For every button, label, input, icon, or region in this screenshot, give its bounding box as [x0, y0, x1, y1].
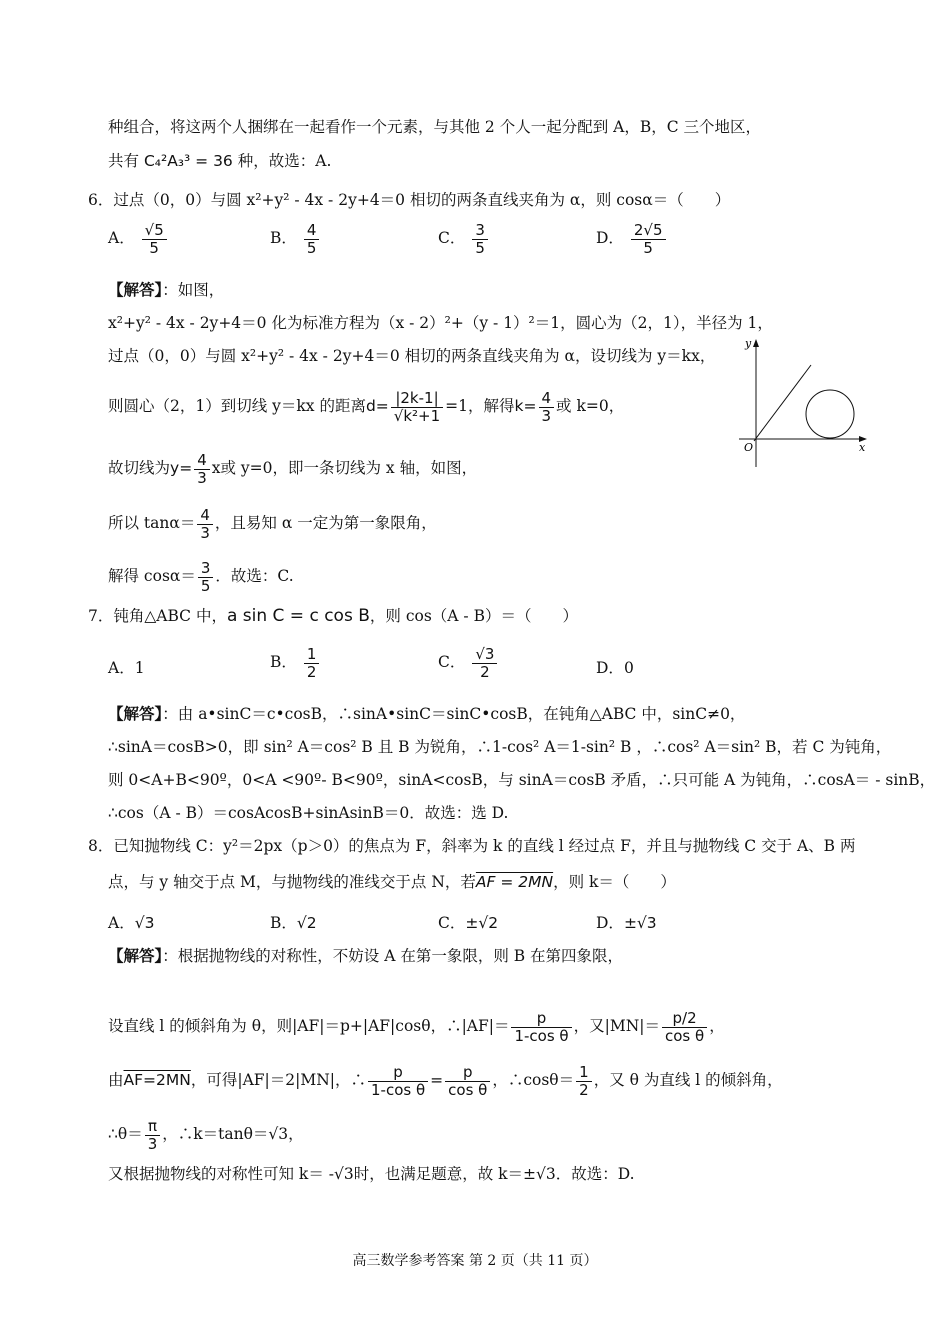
text-segment: 种，故选：A.	[237, 152, 332, 170]
denominator: 5	[643, 238, 653, 257]
denominator: 5	[306, 238, 317, 257]
option-label: D．	[596, 914, 624, 932]
text-segment: 则圆心（2，1）到切线 y＝kx 的距离	[108, 397, 366, 415]
y-axis-arrow	[753, 339, 759, 347]
text-segment: ，则 cos（A - B）＝（ ）	[369, 607, 578, 625]
y-label: y	[745, 337, 752, 350]
text-segment: 故切线为	[108, 459, 171, 477]
option-value: ±√3	[623, 914, 657, 932]
answer-line: 则 0<A+B<90º，0<A <90º- B<90º，sinA<cosB，与 sinA＝cosB 矛盾，∴只可能 A 为钝角，∴cosA＝ - sinB，	[108, 771, 936, 789]
option-b	[270, 646, 321, 680]
numerator: p	[445, 1064, 490, 1082]
x-label: x	[859, 441, 866, 454]
numerator: 3	[198, 560, 214, 578]
numerator: 2√5	[631, 222, 666, 240]
tangent-line	[754, 365, 811, 441]
denominator: 2	[480, 662, 490, 681]
denominator: 5	[475, 238, 485, 257]
denominator: 2	[306, 662, 317, 681]
text-segment: 7．钝角△ABC 中，	[88, 607, 227, 625]
answer-line	[108, 507, 437, 541]
numerator: 4	[194, 452, 210, 470]
combination-formula: C₄²A₃³ = 36	[143, 152, 233, 170]
text-segment: 或 k=0，	[556, 397, 625, 415]
fraction	[145, 1118, 161, 1152]
equation: a sin C = c cos B	[226, 606, 370, 626]
fraction	[511, 1010, 571, 1044]
distance-fraction	[391, 390, 443, 424]
fraction	[304, 646, 320, 680]
vector-equation: AF=2MN	[123, 1071, 191, 1089]
option-label: B．	[270, 653, 297, 671]
denominator: 5	[149, 238, 159, 257]
answer-line	[108, 280, 224, 300]
option-d	[596, 656, 634, 678]
question-6-stem: 6．过点（0，0）与圆 x²+y² - 4x - 2y+4＝0 相切的两条直线夹角为 α，则 cosα＝（ ）	[88, 191, 731, 209]
text-line	[108, 151, 331, 171]
option-label: C．	[438, 914, 466, 932]
fraction	[194, 452, 210, 486]
fraction	[304, 222, 320, 256]
answer-line: x²+y² - 4x - 2y+4＝0 化为标准方程为（x - 2）²+（y - 1）²＝1，圆心为（2，1），半径为 1，	[108, 314, 773, 332]
option-label: D．	[596, 659, 624, 677]
vector-equation: AF = 2MN	[475, 873, 554, 891]
numerator: 1	[304, 646, 320, 664]
answer-line	[108, 452, 477, 486]
question-7-stem	[88, 606, 578, 626]
text-segment: ，又|MN|＝	[573, 1017, 660, 1035]
text-segment: ，则 k＝（ ）	[553, 873, 676, 891]
denominator: 3	[541, 406, 552, 425]
question-8-stem-cont	[108, 872, 676, 892]
text-segment: 解得 cosα＝	[108, 567, 196, 585]
answer-line: ∴sinA＝cosB>0，即 sin² A＝cos² B 且 B 为锐角，∴1-cos² A＝1-sin² B ，∴cos² A＝sin² B，若 C 为钝角，	[108, 738, 892, 756]
denominator: 3	[147, 1134, 158, 1153]
text-line: 种组合，将这两个人捆绑在一起看作一个元素，与其他 2 个人一起分配到 A，B，C 三个地区，	[108, 118, 762, 136]
circle	[806, 390, 854, 438]
text-segment: =1，解得	[445, 397, 515, 415]
fraction	[472, 646, 497, 680]
denominator: 1-cos θ	[371, 1080, 426, 1099]
option-d	[596, 222, 668, 256]
option-label: C．	[438, 653, 466, 671]
numerator: 4	[539, 390, 555, 408]
option-label: A．	[108, 914, 135, 932]
tangent-circle-figure	[735, 335, 870, 470]
denominator: √k²+1	[393, 406, 441, 425]
fraction	[142, 222, 167, 256]
answer-line: ∴cos（A - B）＝cosAcosB+sinAsinB＝0．故选：选 D.	[108, 804, 509, 822]
numerator: 4	[197, 507, 213, 525]
numerator: p	[368, 1064, 428, 1082]
text-segment: ，∴cosθ＝	[492, 1071, 575, 1089]
fraction	[576, 1064, 592, 1098]
fraction	[445, 1064, 490, 1098]
option-value: √3	[134, 914, 155, 932]
denominator: 5	[200, 576, 211, 595]
numerator: 1	[576, 1064, 592, 1082]
answer-line	[108, 1010, 725, 1044]
text-segment: 所以 tanα＝	[108, 514, 196, 532]
numerator: 4	[304, 222, 320, 240]
fraction	[368, 1064, 428, 1098]
fraction	[198, 560, 214, 594]
text-segment: k=	[514, 397, 537, 415]
answer-tag: 【解答】	[108, 704, 163, 723]
fraction	[631, 222, 666, 256]
option-c	[438, 222, 490, 256]
option-label: B．	[270, 229, 297, 247]
numerator: p	[511, 1010, 571, 1028]
text-segment: 由	[108, 1071, 124, 1089]
text-segment: 共有	[108, 152, 140, 170]
option-label: D．	[596, 229, 624, 247]
numerator: p/2	[662, 1010, 707, 1028]
question-8-stem: 8．已知抛物线 C：y²＝2px（p＞0）的焦点为 F，斜率为 k 的直线 l 经过点 F，并且与抛物线 C 交于 A、B 两	[88, 837, 856, 855]
fraction	[662, 1010, 707, 1044]
option-label: A．	[108, 659, 135, 677]
text-segment: ：由 a•sinC＝c•cosB，∴sinA•sinC＝sinC•cosB，在钝角△ABC 中，sinC≠0，	[162, 705, 746, 723]
text-segment: x或 y=0，即一条切线为 x 轴，如图，	[211, 459, 478, 477]
fraction	[197, 507, 213, 541]
text-segment: 点，与 y 轴交于点 M，与抛物线的准线交于点 N，若	[108, 873, 476, 891]
denominator: 2	[579, 1080, 589, 1099]
text-segment: ：根据抛物线的对称性，不妨设 A 在第一象限，则 B 在第四象限，	[162, 947, 624, 965]
page-footer: 高三数学参考答案 第 2 页（共 11 页）	[352, 1253, 598, 1269]
option-a	[108, 911, 154, 933]
numerator: 3	[472, 222, 488, 240]
text-segment: ，∴k＝tanθ＝√3，	[162, 1125, 304, 1143]
text-segment: ．故选：C.	[215, 567, 294, 585]
fraction	[539, 390, 555, 424]
option-b	[270, 911, 317, 933]
option-c	[438, 911, 498, 933]
text-segment: ：如图，	[162, 281, 225, 299]
denominator: cos θ	[448, 1080, 488, 1099]
numerator: √5	[142, 222, 167, 240]
answer-line: 又根据抛物线的对称性可知 k＝ -√3时，也满足题意，故 k＝±√3．故选：D.	[108, 1165, 635, 1183]
answer-line	[108, 946, 623, 966]
fraction	[472, 222, 488, 256]
text-segment: ，可得|AF|＝2|MN|，∴	[190, 1071, 366, 1089]
answer-line	[108, 560, 294, 594]
option-d	[596, 911, 657, 933]
text-segment: y=	[170, 459, 193, 477]
numerator: √3	[472, 646, 497, 664]
option-b	[270, 222, 321, 256]
option-value: 1	[134, 659, 145, 677]
option-value: ±√2	[465, 914, 499, 932]
answer-tag: 【解答】	[108, 946, 163, 965]
option-value: √2	[296, 914, 317, 932]
answer-line	[108, 1118, 304, 1152]
answer-line	[108, 1064, 783, 1098]
numerator: π	[145, 1118, 161, 1136]
answer-tag: 【解答】	[108, 280, 163, 299]
answer-line	[108, 704, 745, 724]
text-segment: 设直线 l 的倾斜角为 θ，则|AF|＝p+|AF|cosθ，∴|AF|＝	[108, 1017, 510, 1035]
option-c	[438, 646, 499, 680]
denominator: 1-cos θ	[514, 1026, 569, 1045]
text-segment: d=	[365, 397, 389, 415]
option-label: C．	[438, 229, 466, 247]
option-label: B．	[270, 914, 297, 932]
answer-line: 过点（0，0）与圆 x²+y² - 4x - 2y+4＝0 相切的两条直线夹角为 α，设切线为 y＝kx，	[108, 347, 716, 365]
option-a	[108, 656, 145, 678]
denominator: 3	[200, 523, 210, 542]
option-value: 0	[623, 659, 634, 677]
denominator: cos θ	[665, 1026, 705, 1045]
answer-line	[108, 390, 624, 424]
origin-label: O	[744, 441, 754, 454]
numerator: |2k-1|	[391, 390, 443, 408]
text-segment: ，且易知 α 一定为第一象限角，	[214, 514, 437, 532]
option-label: A．	[108, 229, 135, 247]
option-a	[108, 222, 169, 256]
text-segment: ∴θ＝	[108, 1125, 143, 1143]
text-segment: ，	[709, 1017, 725, 1035]
text-segment: =	[430, 1071, 444, 1089]
text-segment: ，又 θ 为直线 l 的倾斜角，	[593, 1071, 783, 1089]
denominator: 3	[197, 468, 207, 487]
